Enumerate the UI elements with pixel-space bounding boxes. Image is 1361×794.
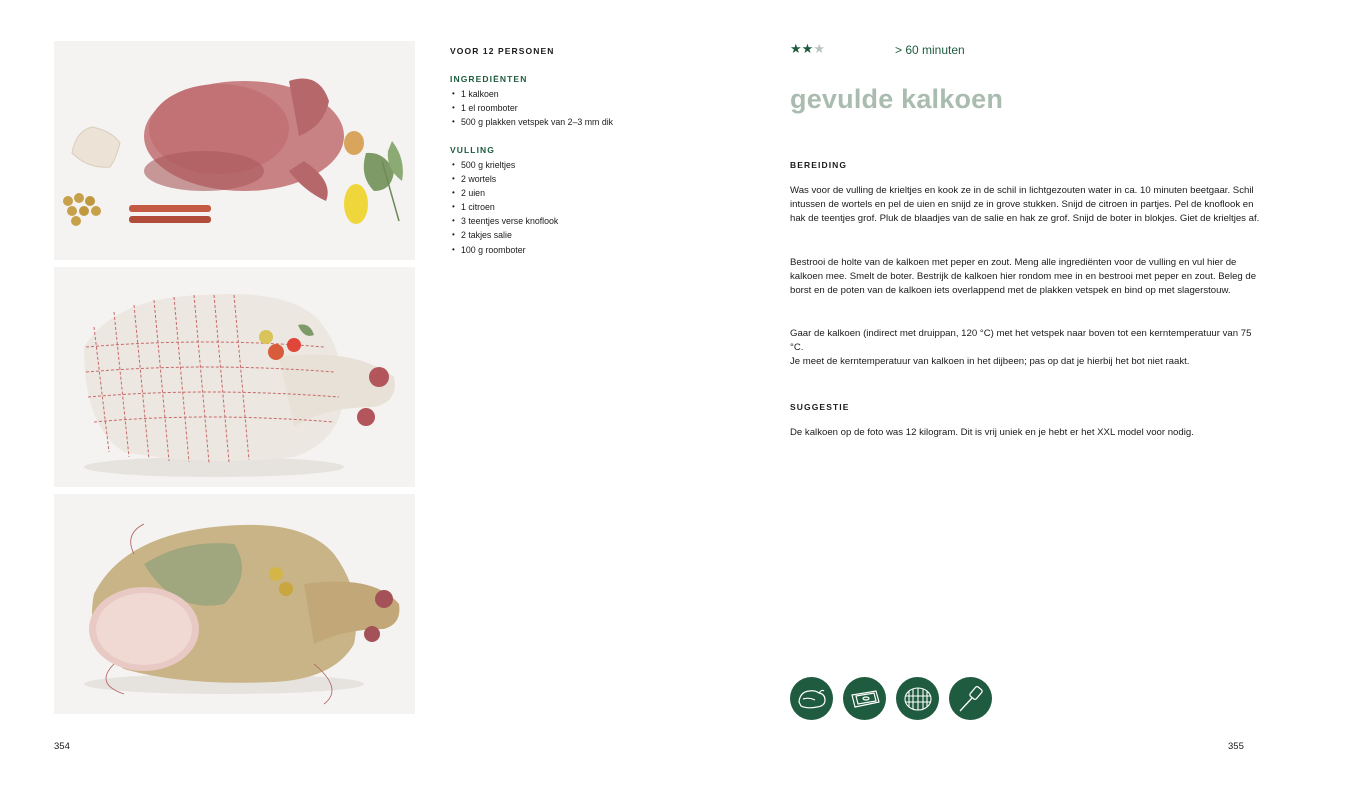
suggestion-heading: SUGGESTIE <box>790 402 850 412</box>
equipment-icons <box>790 677 992 720</box>
list-item: • 2 uien <box>450 186 690 200</box>
list-item: • 1 el roomboter <box>450 101 690 115</box>
difficulty-stars-empty: ★ <box>813 41 825 56</box>
list-item: • 500 g krieltjes <box>450 158 690 172</box>
list-item: • 1 kalkoen <box>450 87 690 101</box>
page-number-left: 354 <box>54 741 70 752</box>
grill-grate-icon <box>896 677 939 720</box>
difficulty-rating <box>790 41 825 57</box>
list-item: • 3 teentjes verse knoflook <box>450 214 690 228</box>
suggestion-text: De kalkoen op de foto was 12 kilogram. Dit is vrij uniek en je hebt er het XXL model voor nodig. <box>790 427 1194 438</box>
photo-tied-turkey <box>54 267 415 487</box>
servings-label: VOOR 12 PERSONEN <box>450 46 555 56</box>
filling-list <box>450 158 690 257</box>
list-item: • 500 g plakken vetspek van 2–3 mm dik <box>450 115 690 129</box>
difficulty-stars-filled: ★★ <box>790 41 814 56</box>
photo-cooked-turkey <box>54 494 415 714</box>
list-item: • 100 g roomboter <box>450 243 690 257</box>
cooking-time: > 60 minuten <box>895 43 965 57</box>
preparation-step: Was voor de vulling de krieltjes en kook ze in de schil in lichtgezouten water in ca. 10 minuten beetgaar. Schil intussen de wortels en pel de uien en snijd ze in grove stukken. Snijd de citroen in partjes. Pel de knoflook en hak de teentjes grof. Pluk de blaadjes van de salie en hak ze grof. Snijd de boter in blokjes. Giet de krieltjes af. <box>790 185 1260 225</box>
preparation-heading: BEREIDING <box>790 160 848 170</box>
list-item: • 2 takjes salie <box>450 228 690 242</box>
ingredients-heading: INGREDIËNTEN <box>450 74 528 84</box>
preparation-step: Gaar de kalkoen (indirect met druippan, 120 °C) met het vetspek naar boven tot een kerntemperatuur van 75 °C. Je meet de kerntemperatuur van kalkoen in het dijbeen; pas op dat je hierbij het bot niet raakt. <box>790 328 1252 368</box>
list-item: • 1 citroen <box>450 200 690 214</box>
ingredients-list <box>450 87 690 129</box>
filling-heading: VULLING <box>450 145 496 155</box>
filling-section <box>450 145 690 257</box>
recipe-title: gevulde kalkoen <box>790 84 1004 114</box>
page-number-right: 355 <box>1228 741 1244 752</box>
meat-thermometer-icon <box>949 677 992 720</box>
list-item: • 2 wortels <box>450 172 690 186</box>
ingredients-section <box>450 74 690 129</box>
preparation-step: Bestrooi de holte van de kalkoen met peper en zout. Meng alle ingrediënten voor de vulling en vul hier de kalkoen mee. Smelt de boter. Bestrijk de kalkoen hier rondom mee in en bestrooi met peper en zout. Beleg de borst en de poten van de kalkoen iets overlappend met de plakken vetspek en bind op met slagerstouw. <box>790 257 1257 297</box>
drip-pan-icon <box>843 677 886 720</box>
turkey-icon <box>790 677 833 720</box>
photo-raw-ingredients <box>54 41 415 260</box>
